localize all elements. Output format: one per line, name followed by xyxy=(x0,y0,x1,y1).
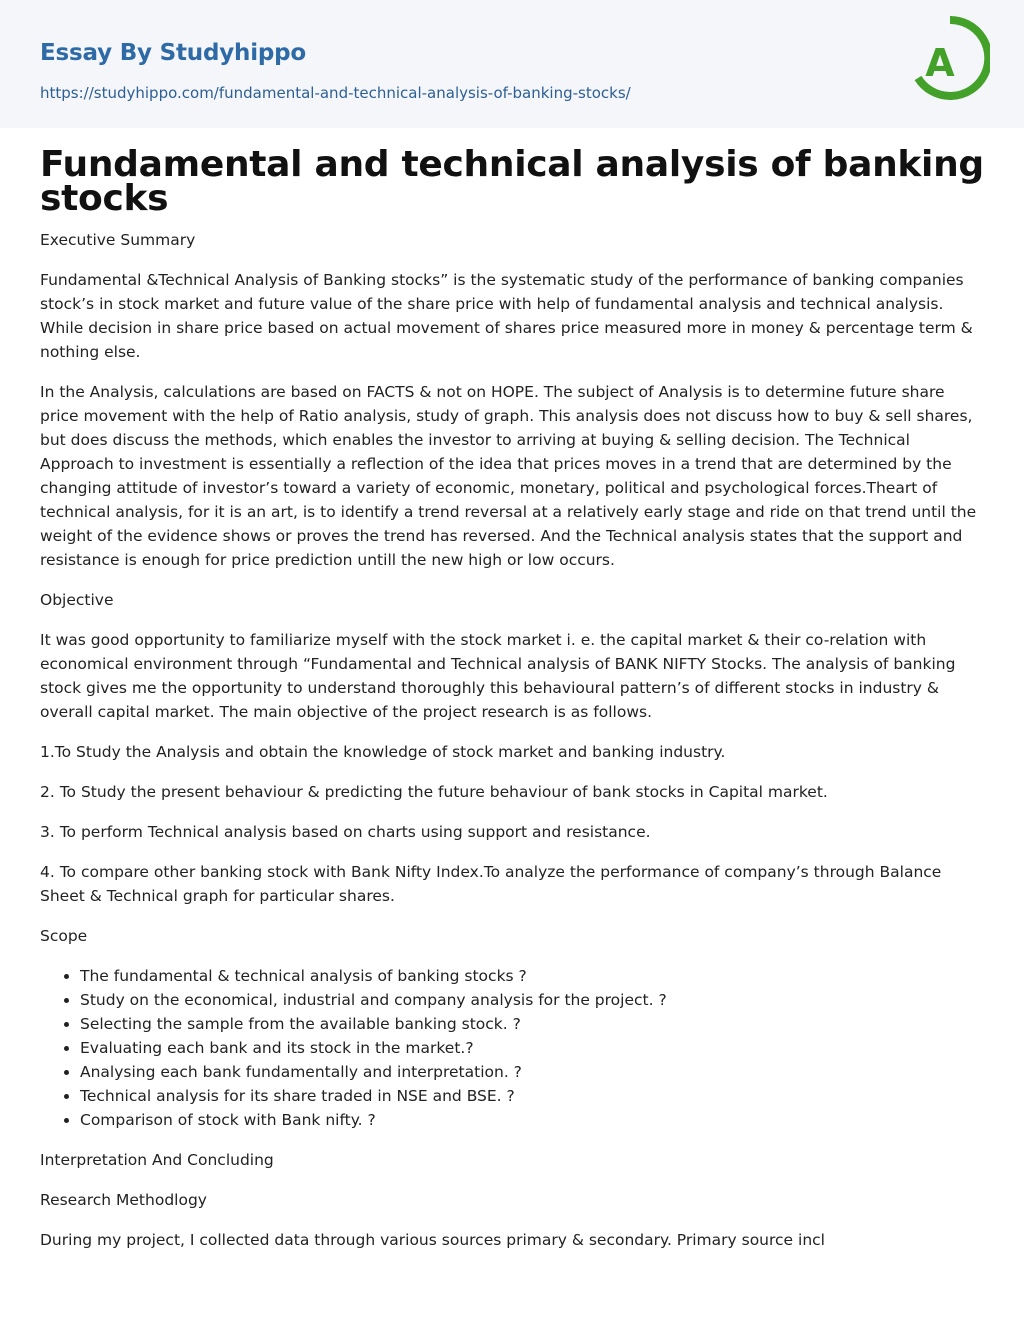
section-heading-objective: Objective xyxy=(40,591,114,609)
scope-list xyxy=(40,964,984,1132)
essay-content xyxy=(0,128,1024,1252)
list-item: • Technical analysis for its share traded in NSE and BSE. ? xyxy=(80,1084,984,1108)
section-heading-interpretation: Interpretation And Concluding xyxy=(40,1151,274,1169)
paragraph: Fundamental &Technical Analysis of Banking stocks” is the systematic study of the performance of banking companies stock’s in stock market and future value of the share price with help of fundamental analysis and technical analysis. While decision in share price based on actual movement of shares price measured more in money & percentage term & nothing else. xyxy=(40,271,973,361)
objective-item: 1.To Study the Analysis and obtain the knowledge of stock market and banking industry. xyxy=(40,743,726,761)
section-heading-executive-summary: Executive Summary xyxy=(40,231,196,249)
paragraph: In the Analysis, calculations are based on FACTS & not on HOPE. The subject of Analysis is to determine future share price movement with the help of Ratio analysis, study of graph. This analysis does not discuss how to buy & sell shares, but does discuss the methods, which enables the investor to arriving at buying & selling decision. The Technical Approach to investment is essentially a reflection of the idea that prices moves in a trend that are determined by the changing attitude of investor’s toward a variety of economic, monetary, political and psychological forces.Theart of technical analysis, for it is an art, is to identify a trend reversal at a relatively early stage and ride on that trend until the weight of the evidence shows or proves the trend has reversed. And the Technical analysis states that the support and resistance is enough for price prediction untill the new high or low occurs. xyxy=(40,383,977,569)
paragraph: During my project, I collected data through various sources primary & secondary. Primary source incl xyxy=(40,1231,825,1249)
list-item: • Analysing each bank fundamentally and interpretation. ? xyxy=(80,1060,984,1084)
list-item: • Selecting the sample from the available banking stock. ? xyxy=(80,1012,984,1036)
list-item: • The fundamental & technical analysis of banking stocks ? xyxy=(80,964,984,988)
paragraph: It was good opportunity to familiarize myself with the stock market i. e. the capital market & their co-relation with economical environment through “Fundamental and Technical analysis of BANK NIFTY Stocks. The analysis of banking stock gives me the opportunity to understand thoroughly this behavioural pattern’s of different stocks in industry & overall capital market. The main objective of the project research is as follows. xyxy=(40,631,956,721)
objective-item: 3. To perform Technical analysis based on charts using support and resistance. xyxy=(40,823,651,841)
objective-item: 2. To Study the present behaviour & predicting the future behaviour of bank stocks in Capital market. xyxy=(40,783,828,801)
logo-letter: A xyxy=(925,41,955,85)
site-header xyxy=(0,0,1024,128)
section-heading-scope: Scope xyxy=(40,927,88,945)
objective-item: 4. To compare other banking stock with Bank Nifty Index.To analyze the performance of company’s through Balance Sheet & Technical graph for particular shares. xyxy=(40,863,942,905)
list-item: • Evaluating each bank and its stock in the market.? xyxy=(80,1036,984,1060)
studyhippo-logo-icon[interactable] xyxy=(910,16,990,108)
essay-title: Fundamental and technical analysis of banking stocks xyxy=(40,144,984,219)
list-item: • Comparison of stock with Bank nifty. ? xyxy=(80,1108,984,1132)
section-heading-research-methodology: Research Methodlogy xyxy=(40,1191,207,1209)
essay-url-link[interactable]: https://studyhippo.com/fundamental-and-technical-analysis-of-banking-stocks/ xyxy=(40,84,631,102)
site-brand[interactable]: Essay By Studyhippo xyxy=(40,40,307,66)
list-item: • Study on the economical, industrial and company analysis for the project. ? xyxy=(80,988,984,1012)
